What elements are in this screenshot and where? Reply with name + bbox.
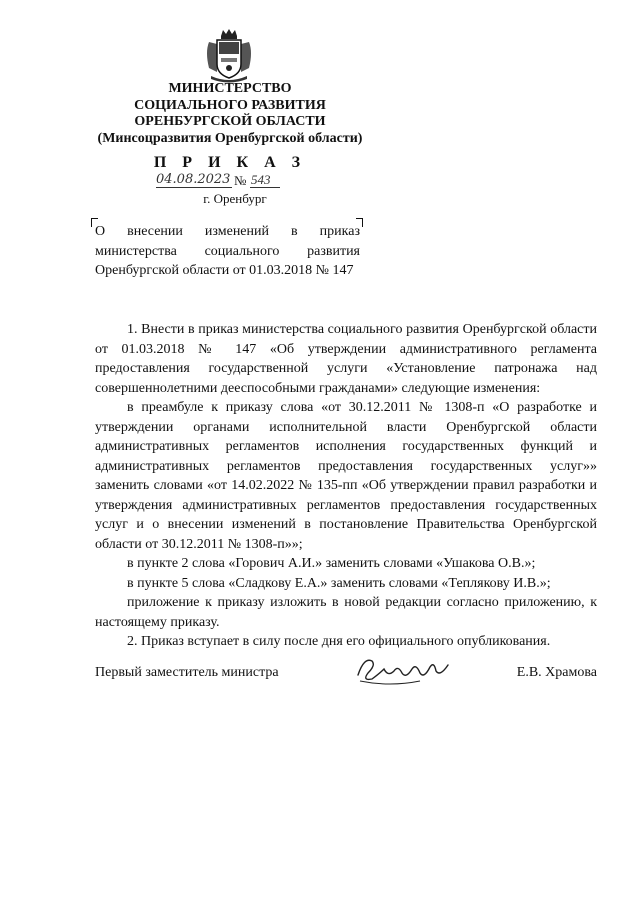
order-date: 04.08.2023 bbox=[156, 172, 231, 187]
signer-position: Первый заместитель министра bbox=[95, 665, 279, 680]
paragraph-5: приложение к приказу изложить в новой редакции согласно приложению, к настоящему приказу. bbox=[95, 595, 597, 630]
handwritten-signature bbox=[350, 651, 460, 691]
coat-of-arms-icon bbox=[203, 28, 255, 83]
paragraph-6: 2. Приказ вступает в силу после дня его официального опубликования. bbox=[127, 634, 551, 649]
order-city: г. Оренбург bbox=[203, 191, 267, 206]
order-title: П Р И К А З bbox=[153, 154, 307, 171]
paragraph-3: в пункте 2 слова «Горович А.И.» заменить словами «Ушакова О.В.»; bbox=[127, 556, 536, 571]
signature-block bbox=[95, 665, 597, 695]
order-number: 543 bbox=[251, 172, 271, 187]
number-sign: № bbox=[234, 173, 247, 188]
order-body bbox=[95, 320, 597, 652]
signer-name: Е.В. Храмова bbox=[516, 665, 597, 680]
order-date-number bbox=[150, 172, 320, 192]
ministry-line-1: МИНИСТЕРСТВО bbox=[168, 81, 292, 96]
paragraph-4: в пункте 5 слова «Сладкову Е.А.» заменить словами «Теплякову И.В.»; bbox=[127, 575, 551, 591]
ministry-line-2: СОЦИАЛЬНОГО РАЗВИТИЯ bbox=[134, 97, 326, 113]
ministry-line-3: ОРЕНБУРГСКОЙ ОБЛАСТИ bbox=[134, 114, 326, 129]
order-subject: О внесении изменений в приказ министерства социального развития Оренбургской области от 01.03.2018 № 147 bbox=[95, 224, 360, 278]
paragraph-1: 1. Внести в приказ министерства социального развития Оренбургской области от 01.03.2018 № 147 «Об утверждении административного регламента предоставления государственной услуги «Установление патронажа над совершеннолетними дееспособными гражданами» следующие изменения: bbox=[95, 322, 597, 396]
paragraph-2: в преамбуле к приказу слова «от 30.12.2011 № 1308-п «О разработке и утверждении органами исполнительной власти Оренбургской области административных регламентов исполнения государственных функций и административных регламентов предоставления государственных услуг»» заменить словами «от 14.02.2022 № 135-пп «Об утверждении правил разработки и утверждения административных регламентов предоставления государственных услуг и о внесении изменений в постановление Правительства Оренбургской области от 30.12.2011 № 1308-п»»; bbox=[95, 400, 597, 552]
ministry-header bbox=[95, 81, 365, 147]
number-underline bbox=[250, 187, 280, 188]
date-underline bbox=[156, 187, 232, 188]
ministry-line-4: (Минсоцразвития Оренбургской области) bbox=[97, 130, 363, 146]
